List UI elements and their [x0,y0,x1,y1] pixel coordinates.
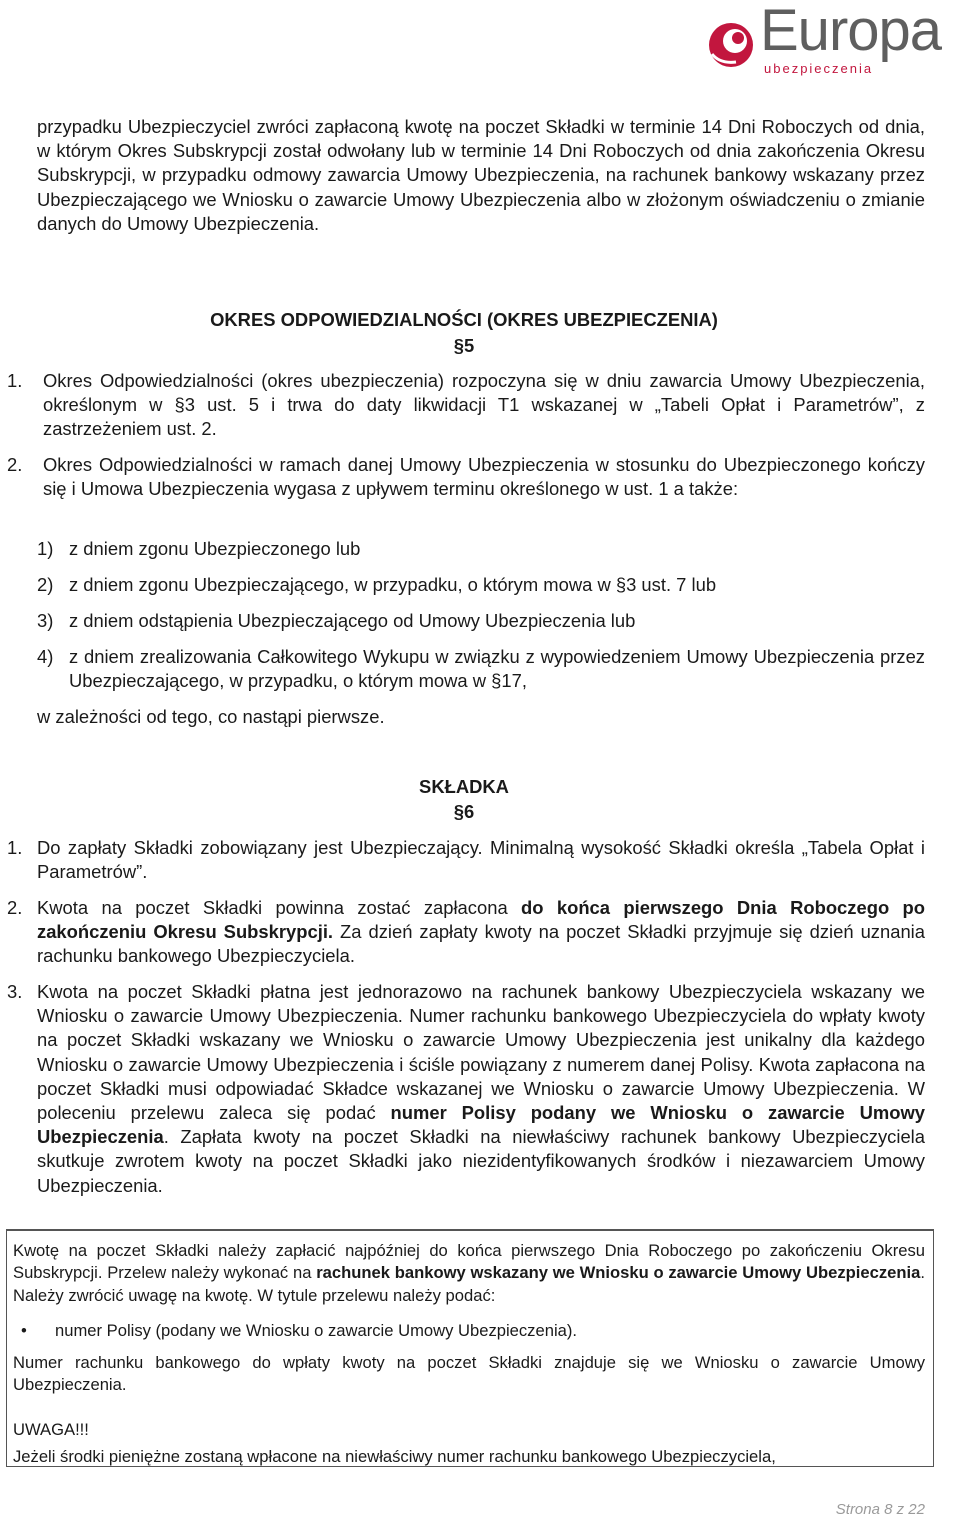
subitem-4-number: 4) [37,646,54,667]
section6-item-3-number: 3. [7,981,23,1002]
notice-bullet-text: numer Polisy (podany we Wniosku o zawarcie Umowy Ubezpieczenia). [55,1321,577,1340]
section6-item-2-text-a: Kwota na poczet Składki powinna zostać zapłacona [37,897,522,918]
section6-item-2-text [37,896,925,969]
subitem-1-text: z dniem zgonu Ubezpieczonego lub [69,538,361,559]
subitem-3-text: z dniem odstąpienia Ubezpieczającego od Umowy Ubezpieczenia lub [69,610,636,631]
notice-p1-text-b: . Należy zwrócić uwagę na kwotę. W tytule przelewu należy podać: [13,1263,925,1305]
subitem-1-number: 1) [37,538,54,559]
section6-item-1-number: 1. [7,837,23,858]
notice-paragraph-3: Jeżeli środki pieniężne zostaną wpłacone na niewłaściwy numer rachunku bankowego Ubezpieczyciela, [13,1447,776,1466]
section5-item-2-text: Okres Odpowiedzialności w ramach danej Umowy Ubezpieczenia w stosunku do Ubezpieczonego kończy się i Umowa Ubezpieczenia wygasa z upływem terminu określonego w ust. 1 a także: [43,454,925,500]
notice-warning: UWAGA!!! [13,1420,89,1439]
section5-title: OKRES ODPOWIEDZIALNOŚCI (OKRES UBEZPIECZENIA) [210,309,718,330]
section6-item-3-text-b: . Zapłata kwoty na poczet Składki na niewłaściwy rachunek bankowy Ubezpieczyciela skutkuje zwrotem kwoty na poczet Składki jako niezidentyfikowanych środków i niezawarciem Umowy Ubezpieczenia. [37,1126,925,1196]
logo-subtitle: ubezpieczenia [764,61,874,76]
intro-paragraph: przypadku Ubezpieczyciel zwróci zapłaconą kwotę na poczet Składki w terminie 14 Dni Roboczych od dnia, w którym Okres Subskrypcji został odwołany lub w terminie 14 Dni Roboczych od dnia zakończenia Okresu Subskrypcji, w przypadku odmowy zawarcia Umowy Ubezpieczenia, na rachunek bankowy wskazany przez Ubezpieczającego we Wniosku o zawarcie Umowy Ubezpieczenia albo w złożonym oświadczeniu o zmianie danych do Umowy Ubezpieczenia. [37,116,925,234]
section6-item-3-bold: numer Polisy podany we Wniosku o zawarcie Umowy Ubezpieczenia [37,1102,925,1148]
europa-swirl-icon [702,14,760,72]
section6-item-3-text [37,980,925,1198]
section6-item-2-number: 2. [7,897,23,918]
subitem-3-number: 3) [37,610,54,631]
notice-paragraph-1 [13,1240,925,1307]
section5-closing: w zależności od tego, co nastąpi pierwsze. [37,706,385,727]
payment-notice-box [6,1229,934,1467]
section6-item-2-text-b: Za dzień zapłaty kwoty na poczet Składki przyjmuje się dzień uznania rachunku bankowego Ubezpieczyciela. [37,921,926,967]
section5-item-1-number: 1. [7,370,23,391]
notice-p1-bold: rachunek bankowy wskazany we Wniosku o zawarcie Umowy Ubezpieczenia [316,1263,921,1283]
page-number: Strona 8 z 22 [835,1501,925,1518]
notice-paragraph-2: Numer rachunku bankowego do wpłaty kwoty na poczet Składki znajduje się we Wniosku o zawarcie Umowy Ubezpieczenia. [13,1353,925,1395]
section6-number: §6 [453,801,475,822]
europa-logo [702,0,954,78]
section5-item-1-text: Okres Odpowiedzialności (okres ubezpieczenia) rozpoczyna się w dniu zawarcia Umowy Ubezpieczenia, określonym w §3 ust. 5 i trwa do daty likwidacji T1 wskazanej w „Tabeli Opłat i Parametrów”, z zastrzeżeniem ust. 2. [43,370,925,440]
logo-brand-text: Europa [760,0,942,63]
bullet-icon: • [21,1321,27,1340]
section6-item-2-bold: do końca pierwszego Dnia Roboczego po zakończeniu Okresu Subskrypcji. [37,897,925,943]
subitem-2-number: 2) [37,574,54,595]
notice-p1-text-a: Kwotę na poczet Składki należy zapłacić najpóźniej do końca pierwszego Dnia Roboczego po zakończeniu Okresu Subskrypcji. Przelew należy wykonać na [13,1241,925,1283]
section6-title: SKŁADKA [419,776,509,797]
section5-item-2-number: 2. [7,454,23,475]
section6-item-3-text-a: Kwota na poczet Składki płatna jest jednorazowo na rachunek bankowy Ubezpieczyciela wskazany we Wniosku o zawarcie Umowy Ubezpieczenia. Numer rachunku bankowego Ubezpieczyciela do wpłaty kwoty na poczet Składki wskazany we Wniosku o zawarcie Umowy Ubezpieczenia jest unikalny dla każdego Wniosku o zawarcie Umowy Ubezpieczenia i ściśle powiązany z numerem danej Polisy. Kwota zapłacona na poczet Składki musi odpowiadać Składce wskazanej we Wniosku o zawarcie Umowy Ubezpieczenia. W poleceniu przelewu zaleca się podać [37,981,925,1124]
section6-item-1-text: Do zapłaty Składki zobowiązany jest Ubezpieczający. Minimalną wysokość Składki określa „Tabela Opłat i Parametrów”. [37,837,925,883]
subitem-2-text: z dniem zgonu Ubezpieczającego, w przypadku, o którym mowa w §3 ust. 7 lub [69,574,717,595]
subitem-4-text: z dniem zrealizowania Całkowitego Wykupu w związku z wypowiedzeniem Umowy Ubezpieczenia przez Ubezpieczającego, w przypadku, o którym mowa w §17, [69,646,925,692]
section5-number: §5 [453,335,475,356]
